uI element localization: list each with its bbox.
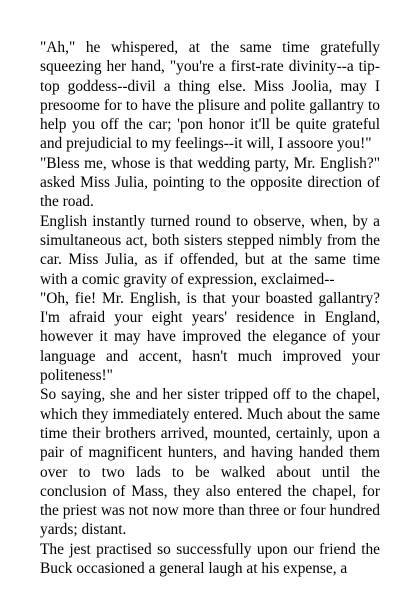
paragraph-4: "Oh, fie! Mr. English, is that your boasted gallantry? I'm afraid your eight years' residence in England, however it may have improved the elegance of your language and accent, hasn't much improved your politeness!" — [40, 289, 380, 385]
paragraph-3: English instantly turned round to observe, when, by a simultaneous act, both sisters stepped nimbly from the car. Miss Julia, as if offended, but at the same time with a comic gravity of expression, exclaimed-- — [40, 212, 380, 288]
paragraph-1: "Ah," he whispered, at the same time gratefully squeezing her hand, "you're a first-rate divinity--a tip-top goddess--divil a thing else. Miss Joolia, may I presoome for to have the plisure and polite gallantry to help you off the car; 'pon honor it'll be quite grateful and prejudicial to my feelings--it will, I assoore you!" — [40, 39, 380, 153]
paragraph-5: So saying, she and her sister tripped off to the chapel, which they immediately entered. Much about the same time their brothers arrived, mounted, certainly, upon a pair of magnificent hunters, and having handed them over to two lads to be walked about until the conclusion of Mass, they also entered the chapel, for the priest was not now more than three or four hundred yards; distant. — [40, 386, 380, 539]
paragraph-6: The jest practised so successfully upon our friend the Buck occasioned a general laugh at his expense, a — [40, 540, 380, 578]
paragraph-2: "Bless me, whose is that wedding party, Mr. English?" asked Miss Julia, pointing to the opposite direction of the road. — [40, 154, 380, 211]
page-body — [40, 38, 380, 578]
